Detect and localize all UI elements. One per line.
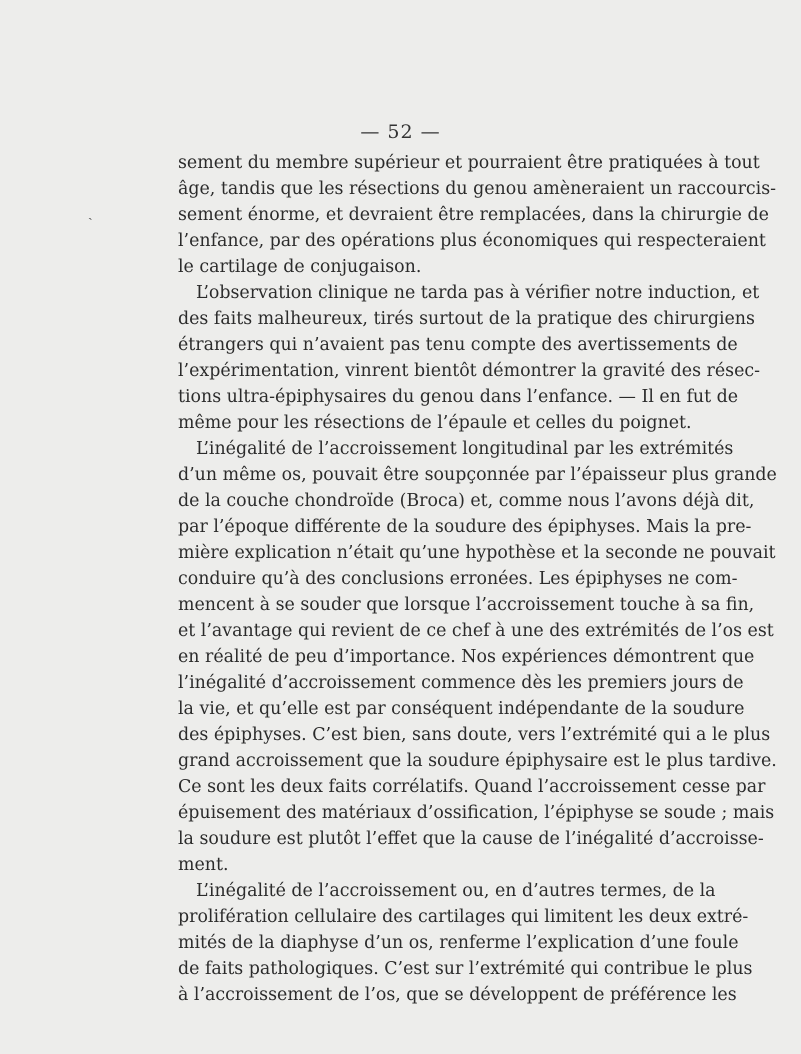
text-line: mencent à se souder que lorsque l’accroissement touche à sa fin, (178, 595, 755, 615)
text-line: Ce sont les deux faits corrélatifs. Quand l’accroissement cesse par (178, 777, 766, 797)
text-line: même pour les résections de l’épaule et celles du poignet. (178, 413, 692, 433)
text-line: tions ultra-épiphysaires du genou dans l’enfance. — Il en fut de (178, 387, 739, 407)
text-line: et l’avantage qui revient de ce chef à une des extrémités de l’os est (178, 621, 774, 641)
text-line: à l’accroissement de l’os, que se développent de préférence les (178, 985, 737, 1005)
text-line: prolifération cellulaire des cartilages qui limitent les deux extré- (178, 907, 749, 927)
text-line: âge, tandis que les résections du genou amèneraient un raccourcis- (178, 179, 776, 199)
text-line: d’un même os, pouvait être soupçonnée par l’épaisseur plus grande (178, 465, 777, 485)
text-line: en réalité de peu d’importance. Nos expériences démontrent que (178, 647, 755, 667)
text-line: mités de la diaphyse d’un os, renferme l’explication d’une foule (178, 933, 739, 953)
text-line: l’expérimentation, vinrent bientôt démontrer la gravité des résec- (178, 361, 760, 381)
text-line: de la couche chondroïde (Broca) et, comme nous l’avons déjà dit, (178, 491, 755, 511)
text-line: des faits malheureux, tirés surtout de la pratique des chirurgiens (178, 309, 755, 329)
text-line: grand accroissement que la soudure épiphysaire est le plus tardive. (178, 751, 777, 771)
text-line: la vie, et qu’elle est par conséquent indépendante de la soudure (178, 699, 745, 719)
text-line: le cartilage de conjugaison. (178, 257, 422, 277)
text-line: sement énorme, et devraient être remplacées, dans la chirurgie de (178, 205, 769, 225)
text-line: la soudure est plutôt l’effet que la cause de l’inégalité d’accroisse- (178, 829, 764, 849)
text-line: ment. (178, 855, 229, 875)
text-line: étrangers qui n’avaient pas tenu compte des avertissements de (178, 335, 738, 355)
text-line: L’observation clinique ne tarda pas à vérifier notre induction, et (196, 283, 760, 303)
text-line: l’enfance, par des opérations plus économiques qui respecteraient (178, 231, 766, 251)
text-line: de faits pathologiques. C’est sur l’extrémité qui contribue le plus (178, 959, 753, 979)
text-line: par l’époque différente de la soudure des épiphyses. Mais la pre- (178, 517, 752, 537)
margin-mark: ˎ (88, 205, 93, 221)
text-line: L’inégalité de l’accroissement ou, en d’autres termes, de la (196, 881, 716, 901)
text-line: conduire qu’à des conclusions erronées. Les épiphyses ne com- (178, 569, 738, 589)
text-line: épuisement des matériaux d’ossification, l’épiphyse se soude ; mais (178, 803, 775, 823)
text-line: mière explication n’était qu’une hypothèse et la seconde ne pouvait (178, 543, 776, 563)
text-line: L’inégalité de l’accroissement longitudinal par les extrémités (196, 439, 734, 459)
text-line: des épiphyses. C’est bien, sans doute, vers l’extrémité qui a le plus (178, 725, 771, 745)
text-line: sement du membre supérieur et pourraient être pratiquées à tout (178, 153, 760, 173)
page-number: — 52 — (360, 121, 441, 143)
text-line: l’inégalité d’accroissement commence dès les premiers jours de (178, 673, 744, 693)
